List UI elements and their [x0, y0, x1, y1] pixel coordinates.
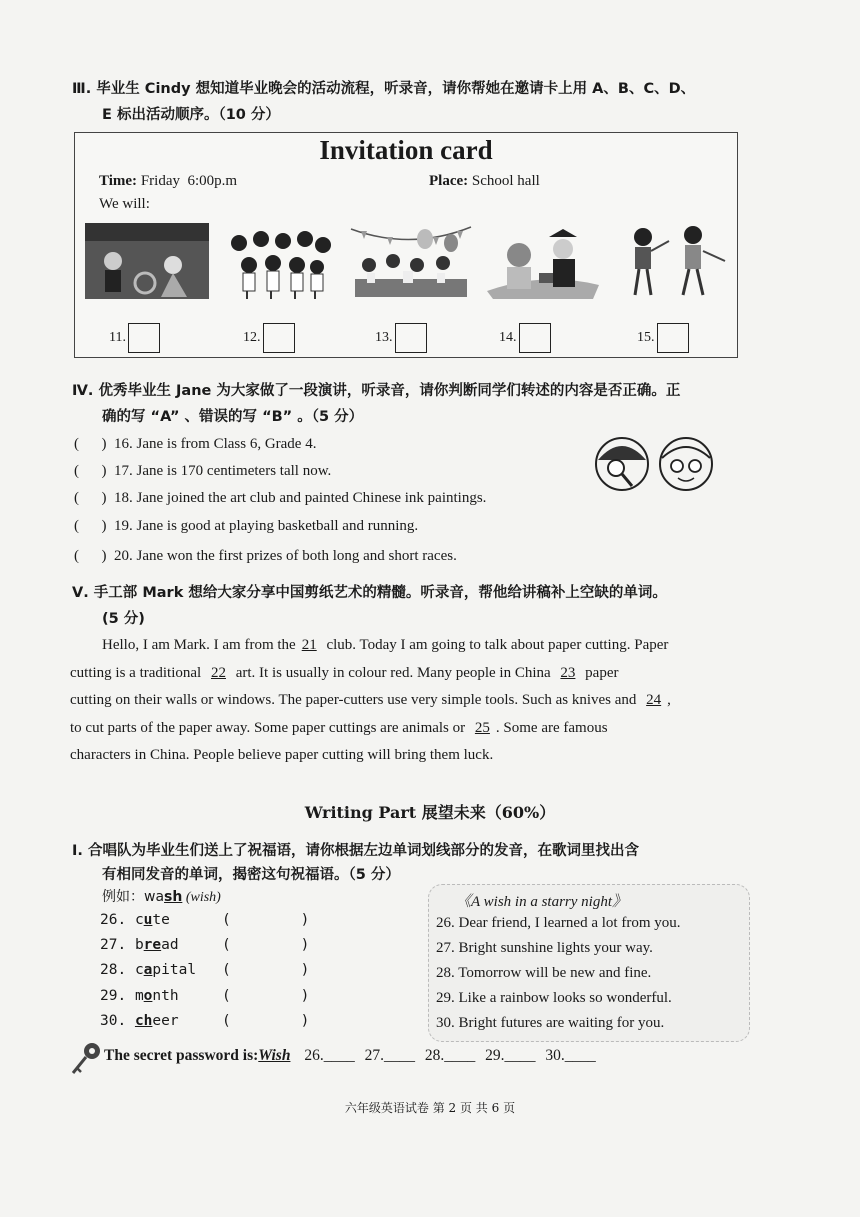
lyric-line-26: 26. Dear friend, I learned a lot from you. [436, 915, 681, 931]
answer-input-box[interactable] [128, 323, 160, 353]
word-row-26 [100, 912, 310, 928]
we-will-label: We will: [99, 196, 150, 212]
password-label: The secret password is: [104, 1047, 259, 1064]
choir-singing-image [221, 221, 337, 301]
word-part: pital [152, 962, 197, 978]
blank-25[interactable]: 25 [474, 719, 490, 736]
place-label: Place: [429, 173, 469, 189]
passage-text: art. It is usually in colour red. Many people in China [235, 664, 551, 681]
box-number: 11. [109, 330, 126, 346]
password-word: Wish [258, 1047, 291, 1064]
stage-performance-image [83, 221, 211, 301]
word-part: nth [152, 988, 179, 1004]
answer-paren[interactable]: ( ) [74, 436, 107, 452]
answer-paren[interactable]: ( ) [222, 937, 310, 953]
statement-text: 19. Jane is good at playing basketball and running. [114, 518, 419, 534]
answer-input-box[interactable] [657, 323, 689, 353]
blank-21[interactable]: 21 [301, 637, 317, 653]
passage-text: club. Today I am going to talk about paper cutting. Paper [326, 637, 669, 653]
box-number: 14. [499, 330, 517, 346]
example-line [102, 886, 221, 906]
judge-item-17 [74, 463, 331, 480]
box-number: 12. [243, 330, 261, 346]
answer-box-13 [375, 323, 427, 353]
blank-22[interactable]: 22 [210, 664, 226, 681]
statement-text: 16. Jane is from Class 6, Grade 4. [114, 436, 317, 452]
lyric-line-30: 30. Bright futures are waiting for you. [436, 1015, 665, 1031]
answer-paren[interactable]: ( ) [222, 912, 310, 928]
passage-text: , [667, 692, 671, 708]
answer-input-box[interactable] [519, 323, 551, 353]
word-row-29 [100, 988, 310, 1004]
word-number: 27. [100, 937, 127, 953]
page-footer: 六年级英语试卷 第 2 页 共 6 页 [344, 1101, 516, 1115]
password-slot[interactable]: 26.____ [304, 1047, 355, 1064]
answer-paren[interactable]: ( ) [222, 962, 310, 978]
answer-paren[interactable]: ( ) [222, 988, 310, 1004]
students-with-magnifier-image [590, 432, 720, 496]
writing1-heading-line2: 有相同发音的单词，揭密这句祝福语。（5 分） [102, 867, 400, 883]
time-value: Friday 6:00p.m [140, 173, 238, 189]
judge-item-16 [74, 436, 316, 453]
party-celebration-image [347, 221, 475, 301]
password-slot[interactable]: 27.____ [364, 1047, 415, 1064]
word-underlined: o [143, 988, 153, 1004]
section4-heading-line1: Ⅳ. 优秀毕业生 Jane 为大家做了一段演讲，听录音，请你判断同学们转述的内容是否正确。正 [72, 383, 681, 399]
example-underlined: sh [164, 889, 183, 905]
section5-heading-line1: Ⅴ. 手工部 Mark 想给大家分享中国剪纸艺术的精髓。听录音，帮他给讲稿补上空缺的单词。 [72, 585, 667, 601]
lyrics-title: 《A wish in a starry night》 [456, 894, 627, 910]
key-icon [70, 1040, 104, 1076]
answer-paren[interactable]: ( ) [74, 548, 107, 564]
invitation-card-title: Invitation card [319, 135, 493, 165]
word-number: 28. [100, 962, 127, 978]
word-row-27 [100, 937, 310, 953]
word-underlined: a [143, 962, 153, 978]
passage-text: characters in China. People believe paper cutting will bring them luck. [70, 747, 494, 763]
password-slot[interactable]: 30.____ [545, 1047, 596, 1064]
blank-24[interactable]: 24 [646, 692, 662, 708]
card-time [99, 173, 237, 190]
section3-heading-line1: Ⅲ. 毕业生 Cindy 想知道毕业晚会的活动流程，听录音，请你帮她在邀请卡上用 A、B、C、D、 [72, 81, 696, 97]
graduation-gift-image [483, 221, 603, 301]
statement-text: 20. Jane won the first prizes of both long and short races. [114, 548, 457, 564]
time-label: Time: [99, 173, 138, 189]
word-underlined: u [143, 912, 153, 928]
word-row-30 [100, 1013, 310, 1029]
passage-text: to cut parts of the paper away. Some paper cuttings are animals or [70, 719, 466, 736]
passage-text: Hello, I am Mark. I am from the [102, 637, 296, 653]
word-row-28 [100, 962, 310, 978]
blank-23[interactable]: 23 [560, 664, 576, 681]
answer-input-box[interactable] [263, 323, 295, 353]
answer-box-11 [109, 323, 160, 353]
answer-paren[interactable]: ( ) [74, 463, 107, 479]
word-part: c [134, 912, 144, 928]
card-place [429, 173, 540, 190]
word-underlined: ch [134, 1013, 153, 1029]
passage-text: cutting on their walls or windows. The paper-cutters use very simple tools. Such as knives and [70, 692, 637, 708]
answer-paren[interactable]: ( ) [222, 1013, 310, 1029]
lyric-line-27: 27. Bright sunshine lights your way. [436, 940, 653, 956]
passage-text: . Some are famous [495, 719, 608, 736]
password-slot[interactable]: 29.____ [485, 1047, 536, 1064]
judge-item-20 [74, 548, 457, 565]
word-number: 30. [100, 1013, 127, 1029]
violin-playing-image [615, 221, 733, 301]
statement-text: 17. Jane is 170 centimeters tall now. [114, 463, 332, 479]
section3-heading-line2: E 标出活动顺序。（10 分） [102, 107, 280, 123]
example-label: 例如：wa [102, 889, 165, 905]
word-number: 29. [100, 988, 127, 1004]
lyric-line-28: 28. Tomorrow will be new and fine. [436, 965, 652, 981]
box-number: 13. [375, 330, 393, 346]
judge-item-19 [74, 518, 418, 535]
answer-paren[interactable]: ( ) [74, 518, 107, 534]
passage-text: paper [585, 664, 619, 681]
statement-text: 18. Jane joined the art club and painted Chinese ink paintings. [114, 490, 487, 506]
word-part: ad [161, 937, 179, 953]
answer-input-box[interactable] [395, 323, 427, 353]
box-number: 15. [637, 330, 655, 346]
writing1-heading-line1: Ⅰ. 合唱队为毕业生们送上了祝福语，请你根据左边单词划线部分的发音，在歌词里找出含 [72, 843, 639, 859]
secret-password-line [104, 1047, 596, 1065]
lyric-line-29: 29. Like a rainbow looks so wonderful. [436, 990, 672, 1006]
section4-heading-line2: 确的写 “A” 、错误的写 “B” 。（5 分） [102, 409, 364, 425]
answer-paren[interactable]: ( ) [74, 490, 107, 506]
invitation-card [74, 132, 738, 358]
word-part: c [134, 962, 144, 978]
word-underlined: re [143, 937, 162, 953]
password-slot[interactable]: 28.____ [424, 1047, 476, 1064]
place-value: School hall [471, 173, 540, 189]
word-part: b [134, 937, 144, 953]
word-part: te [152, 912, 170, 928]
example-tail: (wish) [182, 890, 221, 905]
section5-heading-line2: (5 分) [102, 611, 145, 627]
paper-cutting-passage [70, 632, 740, 770]
passage-text: cutting is a traditional [70, 664, 202, 681]
judge-item-18 [74, 490, 486, 507]
word-part: eer [152, 1013, 179, 1029]
word-number: 26. [100, 912, 127, 928]
word-part: m [134, 988, 144, 1004]
answer-box-14 [499, 323, 551, 353]
answer-box-12 [243, 323, 295, 353]
answer-box-15 [637, 323, 689, 353]
writing-part-title: Writing Part 展望未来（60%） [304, 803, 556, 822]
